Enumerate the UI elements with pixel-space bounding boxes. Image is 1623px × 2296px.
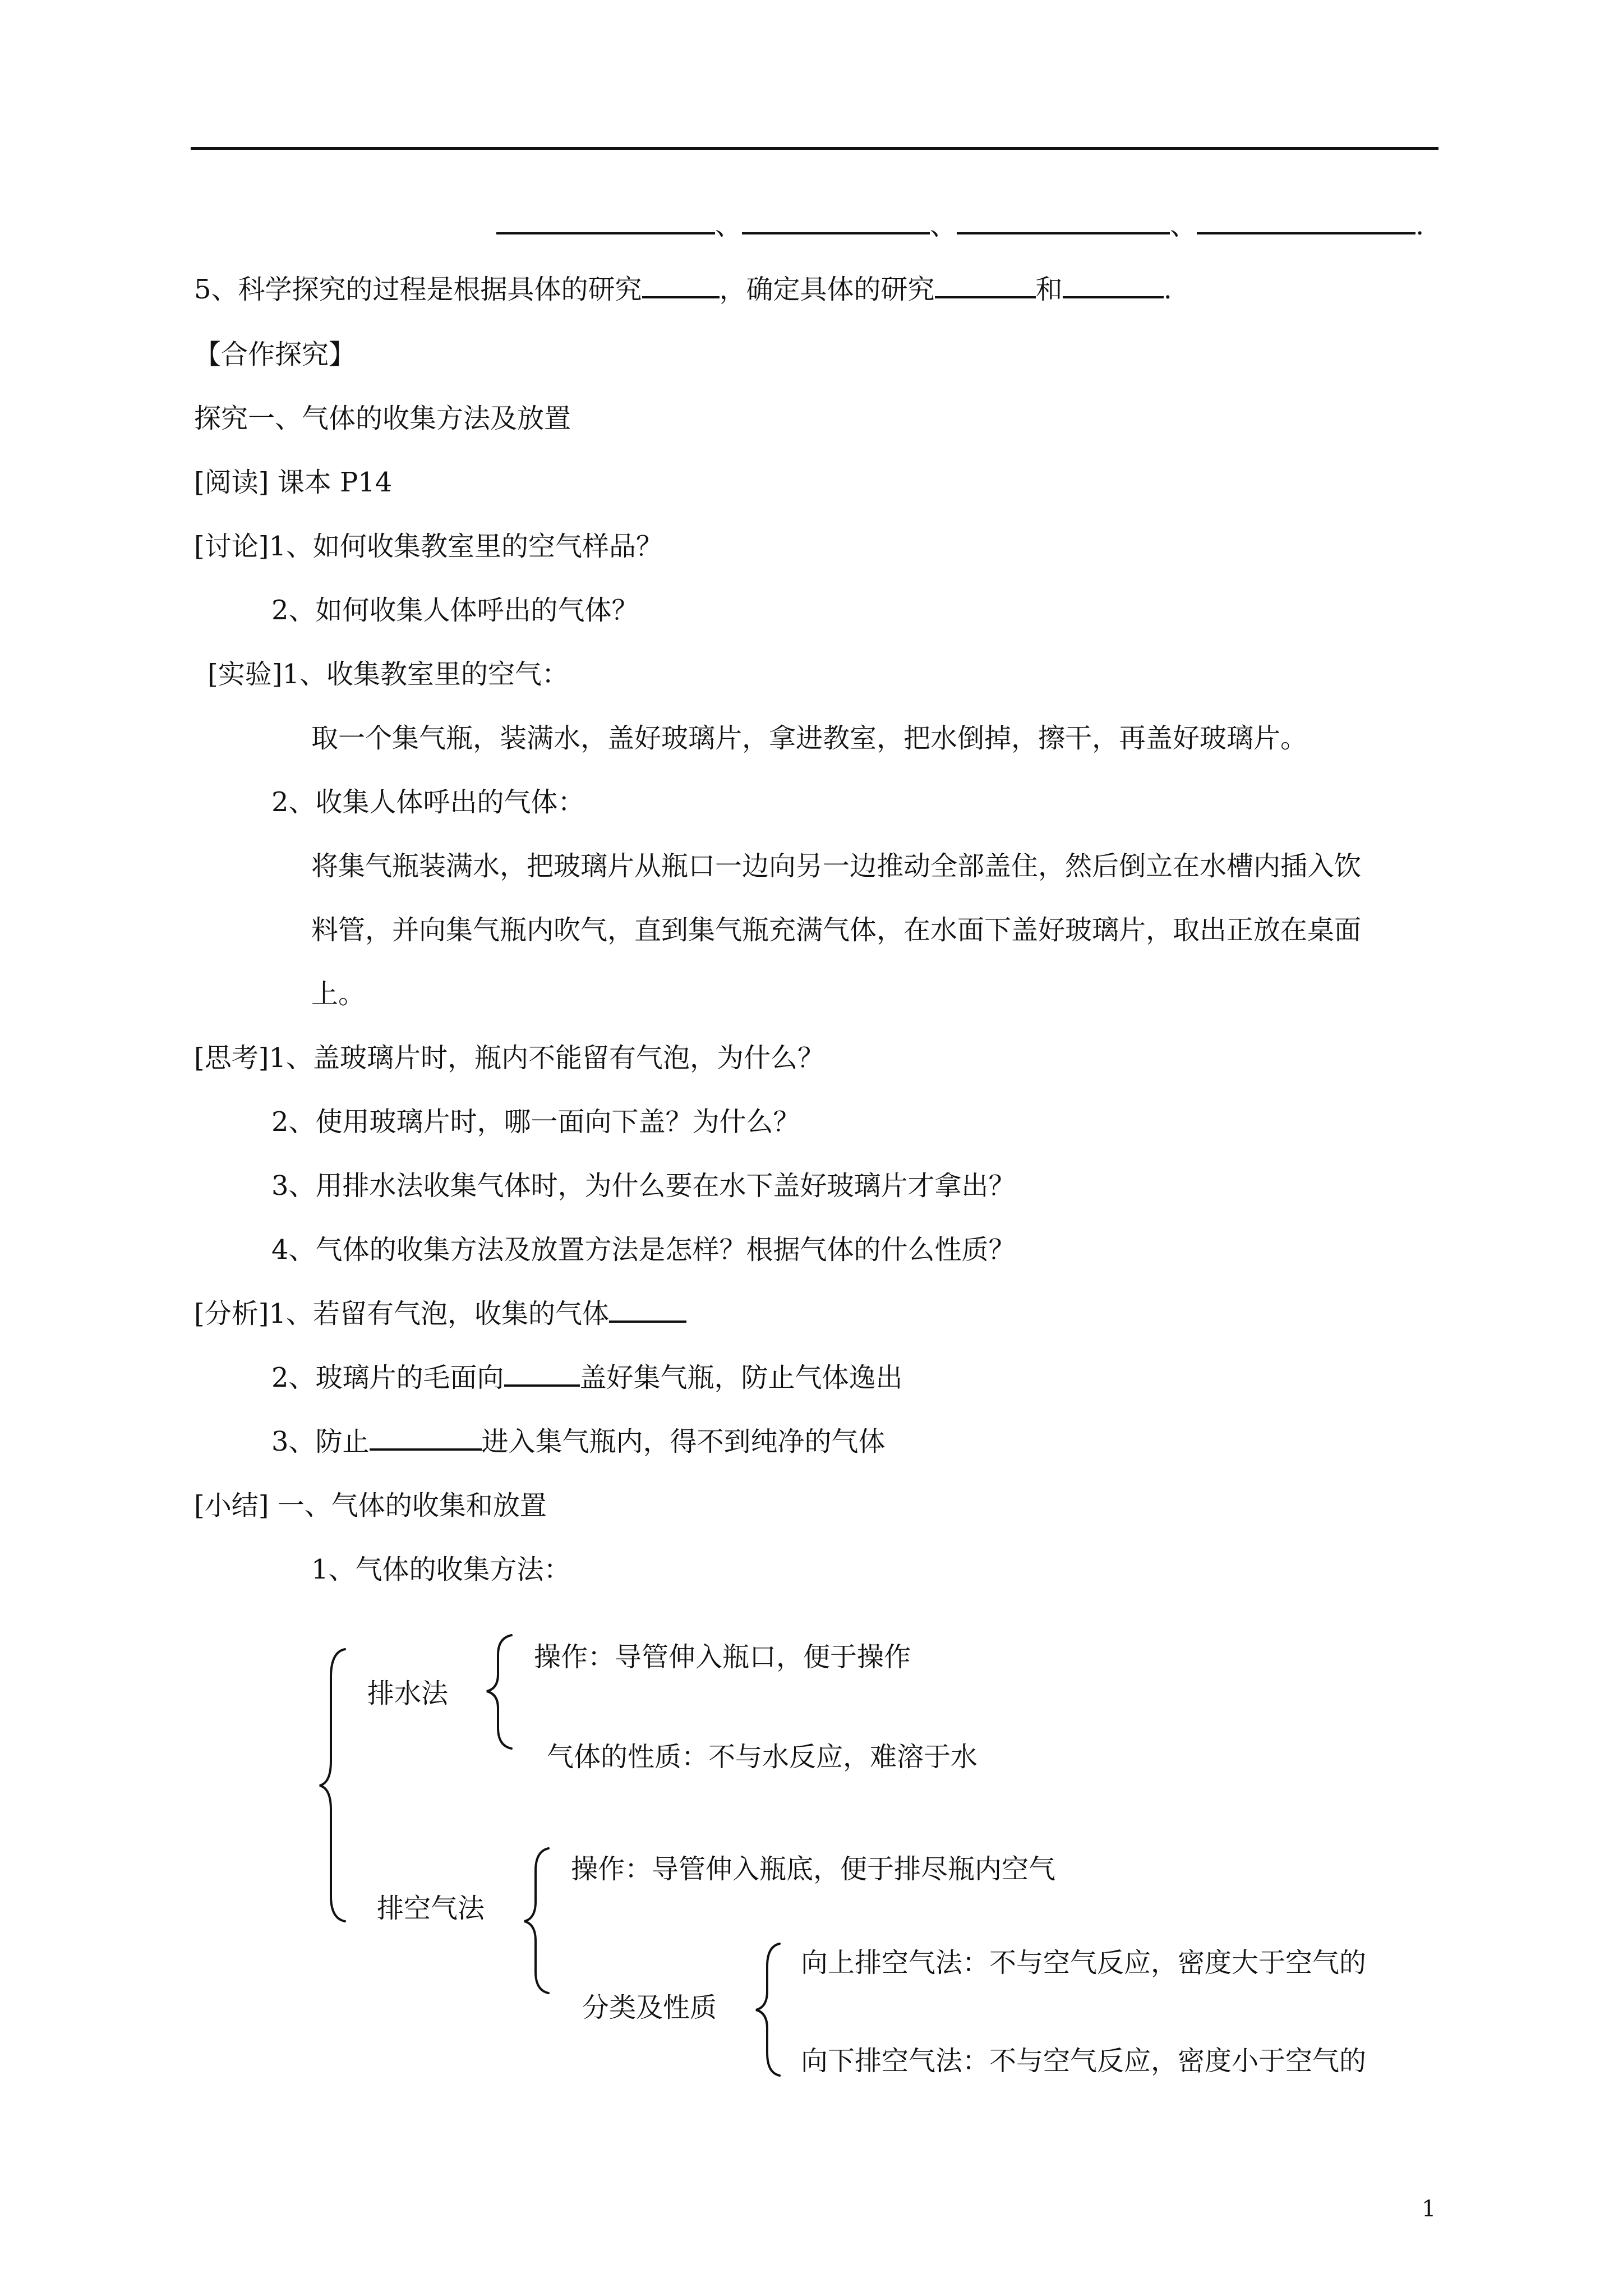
experiment-2-line-1: 将集气瓶装满水，把玻璃片从瓶口一边向另一边推动全部盖住，然后倒立在水槽内插入饮: [311, 850, 1362, 882]
think-1: [思考]1、盖玻璃片时，瓶内不能留有气泡，为什么？: [194, 1042, 824, 1074]
experiment-1: [实验]1、收集教室里的空气：: [208, 659, 569, 690]
separator: 、: [1170, 210, 1197, 241]
inquiry-title: 探究一、气体的收集方法及放置: [194, 403, 571, 434]
think-4: 4、气体的收集方法及放置方法是怎样？根据气体的什么性质？: [271, 1234, 1016, 1266]
experiment-2-line-2: 料管，并向集气瓶内吹气，直到集气瓶充满气体，在水面下盖好玻璃片，取出正放在桌面: [311, 914, 1362, 946]
air-method-brace: [524, 1848, 548, 1993]
classification-label: 分类及性质: [582, 1992, 717, 2023]
air-method-operation: 操作：导管伸入瓶底，便于排尽瓶内空气: [571, 1853, 1056, 1885]
analysis-3: 3、防止 进入集气瓶内，得不到纯净的气体: [271, 1426, 886, 1457]
think-2: 2、使用玻璃片时，哪一面向下盖？为什么？: [271, 1106, 800, 1138]
upward-air-method: 向上排空气法：不与空气反应，密度大于空气的: [801, 1947, 1367, 1978]
reading-note: [阅读] 课本 P14: [194, 467, 393, 498]
page-number: 1: [1422, 2196, 1436, 2222]
water-method-property: 气体的性质：不与水反应，难溶于水: [547, 1741, 978, 1773]
summary-heading: [小结] 一、气体的收集和放置: [194, 1490, 547, 1521]
outer-brace: [320, 1649, 345, 1921]
separator: 、: [715, 210, 743, 241]
water-method-label: 排水法: [367, 1678, 449, 1709]
discussion-1: [讨论]1、如何收集教室里的空气样品？: [194, 531, 663, 562]
section-heading: 【合作探究】: [194, 339, 356, 370]
downward-air-method: 向下排空气法：不与空气反应，密度小于空气的: [801, 2045, 1367, 2077]
classification-brace: [756, 1944, 780, 2076]
separator: 、: [930, 210, 957, 241]
think-3: 3、用排水法收集气体时，为什么要在水下盖好玻璃片才拿出？: [271, 1170, 1016, 1202]
discussion-2: 2、如何收集人体呼出的气体？: [271, 595, 639, 626]
water-method-brace: [487, 1635, 511, 1749]
air-method-label: 排空气法: [377, 1893, 485, 1924]
experiment-2-line-3: 上。: [311, 978, 366, 1010]
question-5: 5、科学探究的过程是根据具体的研究 ，确定具体的研究 和 .: [194, 274, 1172, 305]
separator: .: [1415, 210, 1424, 241]
summary-item-1: 1、气体的收集方法：: [311, 1554, 571, 1585]
water-method-operation: 操作：导管伸入瓶口，便于操作: [534, 1641, 911, 1673]
analysis-2: 2、玻璃片的毛面向 盖好集气瓶，防止气体逸出: [271, 1362, 903, 1393]
analysis-1: [分析]1、若留有气泡，收集的气体: [194, 1300, 686, 1327]
experiment-1-text: 取一个集气瓶，装满水，盖好玻璃片，拿进教室，把水倒掉，擦干，再盖好玻璃片。: [311, 723, 1308, 754]
experiment-2: 2、收集人体呼出的气体：: [271, 786, 585, 818]
